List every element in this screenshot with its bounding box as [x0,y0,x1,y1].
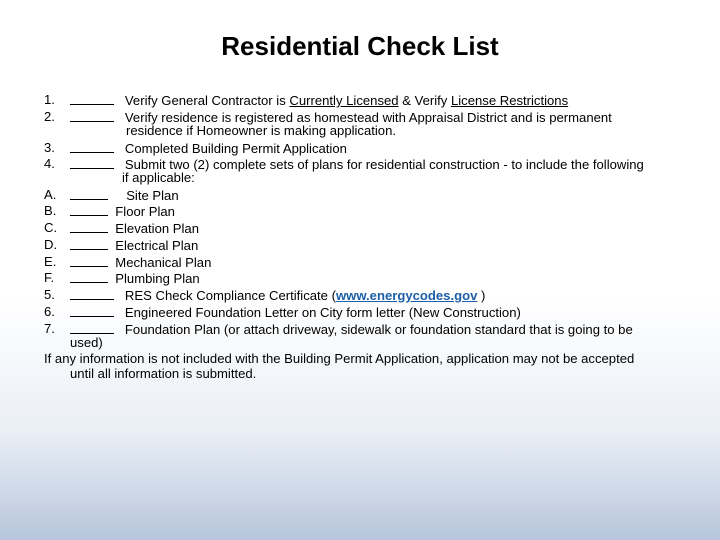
blank-line [70,237,108,250]
item-letter: E. [44,254,57,269]
item-letter: F. [44,270,55,285]
checklist-item-e: Mechanical Plan [70,254,211,271]
checklist-item-a: Site Plan [70,187,179,204]
license-restrictions-text: License Restrictions [450,93,569,108]
checklist-item-b: Floor Plan [70,203,175,220]
checklist-item-2: Verify residence is registered as homestead with Appraisal District and is permanent [70,109,612,126]
checklist-item-1: Verify General Contractor is Currently Licensed & Verify License Restrictions [70,92,568,109]
item-number: 2. [44,109,55,124]
blank-line [70,203,108,216]
checklist-item-c: Elevation Plan [70,220,199,237]
blank-line [70,270,108,283]
blank-line [70,287,114,300]
checklist-item-f: Plumbing Plan [70,270,200,287]
item-2-continuation: residence if Homeowner is making application. [126,123,397,138]
item-number: 6. [44,304,55,319]
checklist-item-4: Submit two (2) complete sets of plans for residential construction - to include the following [70,156,644,173]
blank-line [70,304,114,317]
energycodes-link[interactable]: www.energycodes.gov [335,288,478,303]
currently-licensed-text: Currently Licensed [289,93,399,108]
item-7-continuation: used) [70,335,103,350]
blank-line [70,92,114,105]
footer-note: If any information is not included with the Building Permit Application, application may not be accepted [44,351,635,366]
footer-note-continuation: until all information is submitted. [70,366,257,381]
item-letter: C. [44,220,58,235]
checklist-item-6: Engineered Foundation Letter on City form letter (New Construction) [70,304,521,321]
item-letter: A. [44,187,57,202]
item-4-continuation: if applicable: [122,170,195,185]
page-title: Residential Check List [221,31,499,61]
blank-line [70,156,114,169]
item-letter: B. [44,203,57,218]
blank-line [70,109,114,122]
blank-line [70,321,114,334]
item-number: 5. [44,287,55,302]
blank-line [70,140,114,153]
checklist-item-d: Electrical Plan [70,237,198,254]
item-number: 7. [44,321,55,336]
checklist-item-3: Completed Building Permit Application [70,140,347,157]
item-number: 3. [44,140,55,155]
checklist-item-5: RES Check Compliance Certificate (www.energycodes.gov ) [70,287,485,304]
blank-line [70,220,108,233]
item-number: 4. [44,156,55,171]
checklist-item-7: Foundation Plan (or attach driveway, sidewalk or foundation standard that is going to be [70,321,633,338]
item-number: 1. [44,92,55,107]
blank-line [70,254,108,267]
blank-line [70,187,108,200]
item-letter: D. [44,237,58,252]
